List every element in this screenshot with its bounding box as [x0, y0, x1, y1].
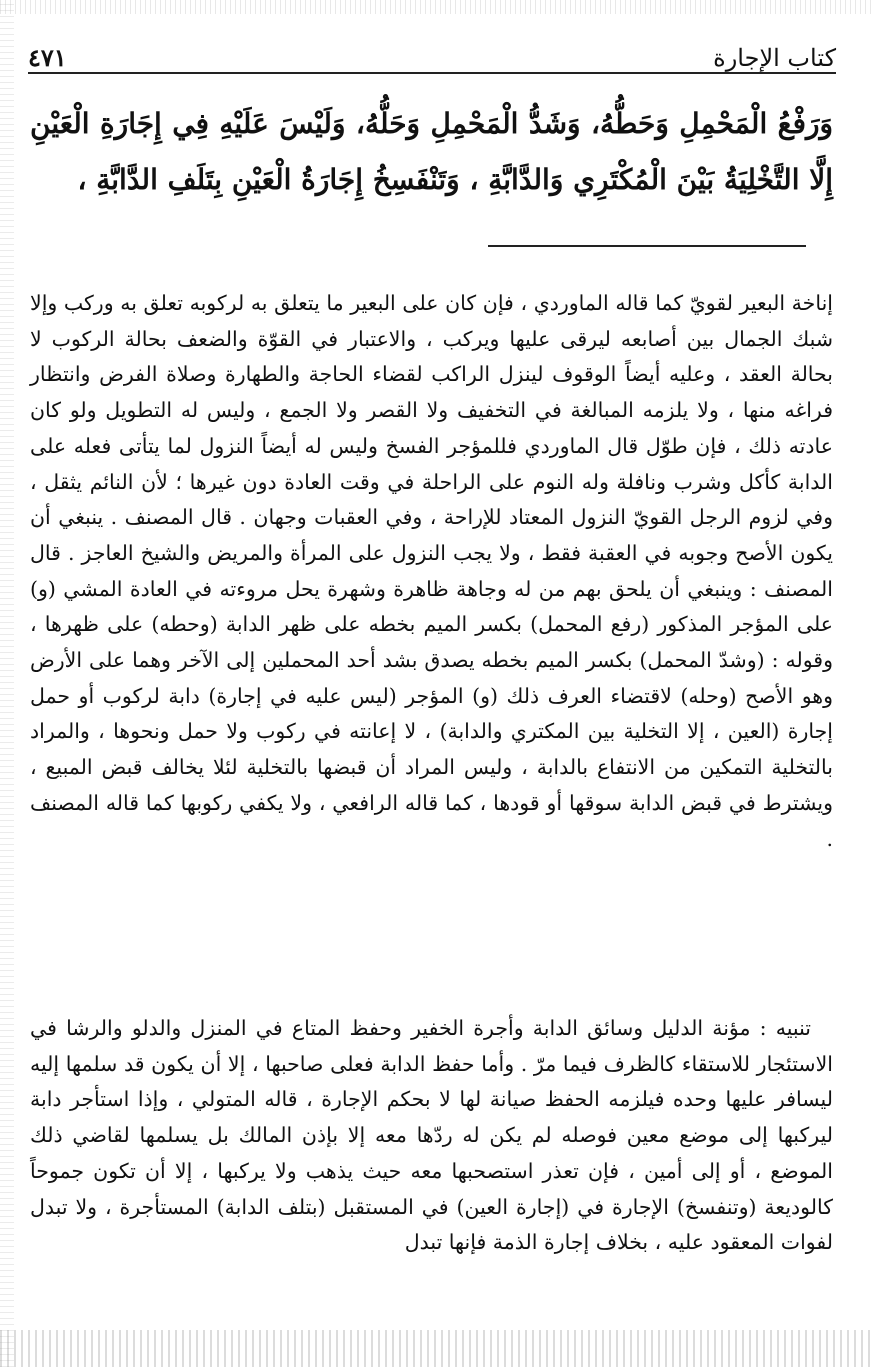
page-number: ٤٧١: [28, 43, 67, 72]
matn-section: [30, 96, 833, 208]
tanbih-section: [30, 1011, 833, 1261]
matn-text: وَرَفْعُ الْمَحْمِلِ وَحَطُّهُ، وَشَدُّ الْمَحْمِلِ وَحَلُّهُ، وَلَيْسَ عَلَيْهِ فِي إِجَارَةِ الْعَيْنِ إِلَّا التَّخْلِيَةُ بَيْنَ الْمُكْتَرِي وَالدَّابَّةِ ، وَتَنْفَسِخُ إِجَارَةُ الْعَيْنِ بِتَلَفِ الدَّابَّةِ ،: [30, 107, 833, 196]
book-title: كتاب الإجارة: [713, 44, 836, 72]
sharh-section: [30, 286, 833, 857]
page-header: [28, 30, 836, 72]
footnote-separator: [488, 245, 806, 247]
header-rule: [28, 72, 836, 74]
scan-border-bottom: [0, 1330, 873, 1367]
scan-border-top: [0, 0, 873, 14]
sharh-paragraph: إناخة البعير لقويّ كما قاله الماوردي ، فإن كان على البعير ما يتعلق به لركوبه تعلق به وركب وإلا شبك الجمال بين أصابعه ليرقى عليها ويركب ، والاعتبار في القوّة والضعف بحالة الركوب لا بحالة العقد ، وعليه أيضاً الوقوف لينزل الراكب لقضاء الحاجة والطهارة وصلاة الفرض وانتظار فراغه منها ، ولا يلزمه المبالغة في التخفيف ولا القصر ولا الجمع ، وليس له التطويل ولو كان عادته ذلك ، فإن طوّل قال الماوردي فللمؤجر الفسخ وليس له أيضاً النزول لما يتأتى فعله على الدابة كأكل وشرب ونافلة وله النوم على الراحلة في وقت العادة دون غيرها ؛ لأن النائم يثقل ، وفي لزوم الرجل القويّ النزول المعتاد للإراحة ، وفي العقبات وجهان . قال المصنف . ينبغي أن يكون الأصح وجوبه في العقبة فقط ، ولا يجب النزول على المرأة والمريض والشيخ العاجز . قال المصنف : وينبغي أن يلحق بهم من له وجاهة ظاهرة وشهرة يحل مروءته في العادة المشي (و) على المؤجر المذكور (رفع المحمل) بكسر الميم بخطه على ظهر الدابة (وحطه) على ظهرها ، وقوله : (وشدّ المحمل) بكسر الميم بخطه يصدق بشد أحد المحملين إلى الآخر وهما على الأرض وهو الأصح (وحله) لاقتضاء العرف ذلك (و) المؤجر (ليس عليه في إجارة) دابة لركوب أو حمل إجارة (العين ، إلا التخلية بين المكتري والدابة) ، لا إعانته في ركوب ولا حمل ونحوها ، والمراد بالتخلية التمكين من الانتفاع بالدابة ، وليس المراد أن قبضها بالتخلية لئلا يخالف قبض المبيع ، ويشترط في قبض الدابة سوقها أو قودها ، كما قاله الرافعي ، ولا يكفي ركوبها كما قاله المصنف .: [30, 291, 833, 851]
scan-border-left: [0, 0, 14, 1367]
tanbih-paragraph: تنبيه : مؤنة الدليل وسائق الدابة وأجرة الخفير وحفظ المتاع في المنزل والدلو والرشا في الاستئجار للاستقاء كالظرف فيما مرّ . وأما حفظ الدابة فعلى صاحبها ، إلا أن يكون قد سلمها إليه ليسافر عليها وحده فيلزمه الحفظ صيانة لها لا بحكم الإجارة ، قاله المتولي ، وإذا استأجر دابة ليركبها إلى موضع معين فوصله لم يكن له ردّها معه إلا بإذن المالك بل يسلمها لقاضي ذلك الموضع ، أو إلى أمين ، فإن تعذر استصحبها معه حيث يذهب ولا يركبها ، إلا أن تكون جموحاً كالوديعة (وتنفسخ) الإجارة في (إجارة العين) في المستقبل (بتلف الدابة) المستأجرة ، ولا تبدل لفوات المعقود عليه ، بخلاف إجارة الذمة فإنها تبدل: [30, 1016, 833, 1255]
